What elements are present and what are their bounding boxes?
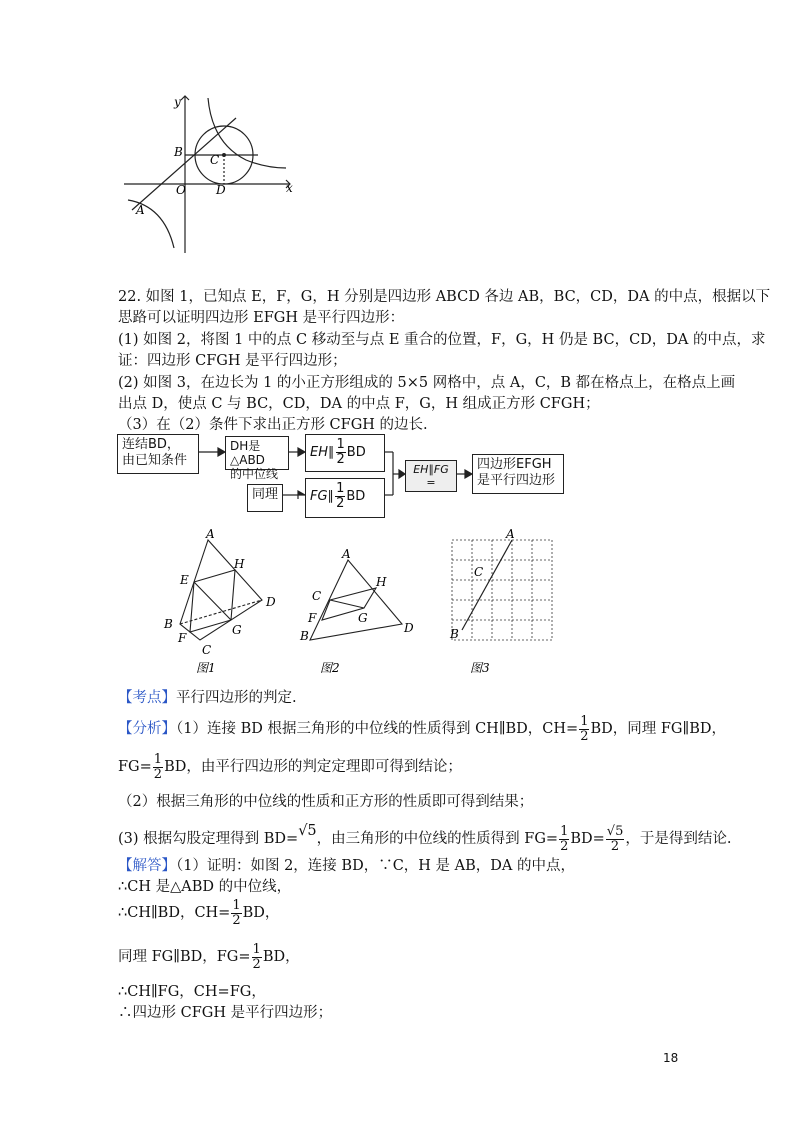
fenxi-tag: 【分析】 bbox=[118, 721, 176, 737]
fenxi-text-4d: ，于是得到结论. bbox=[625, 831, 732, 847]
fraction-denominator: 2 bbox=[336, 452, 345, 467]
fig1-e: E bbox=[180, 573, 189, 587]
fg-parallel-text: FG∥ bbox=[310, 489, 335, 504]
figures-panel bbox=[150, 528, 570, 678]
step-midline bbox=[225, 436, 289, 481]
fenxi-line-2 bbox=[118, 752, 462, 782]
fenxi-line-1 bbox=[118, 714, 726, 744]
point-d-label: D bbox=[216, 183, 226, 197]
fraction-denominator: 2 bbox=[252, 956, 261, 972]
figure-2 bbox=[310, 560, 402, 640]
step-connect-bd-line1: 连结BD， bbox=[122, 437, 180, 452]
proof-flowchart bbox=[115, 432, 575, 524]
eh-fg-line1: EH∥FG bbox=[413, 463, 449, 476]
fig3-a: A bbox=[506, 528, 515, 541]
jieda-text-4a: 同理 FG∥BD，FG= bbox=[118, 949, 251, 965]
fig2-a: A bbox=[342, 547, 351, 561]
half-fraction-fx2 bbox=[153, 753, 163, 782]
fig2-caption: 图2 bbox=[320, 661, 340, 675]
coordinate-graph bbox=[118, 88, 298, 258]
point-c-label: C bbox=[210, 153, 220, 167]
jieda-line-2: ∴CH 是△ABD 的中位线， bbox=[118, 879, 292, 895]
fig1-a: A bbox=[206, 528, 215, 541]
half-fraction-2 bbox=[335, 482, 345, 511]
fenxi-text-4b: ，由三角形的中位线的性质得到 FG= bbox=[316, 831, 559, 847]
fenxi-line-3: （2）根据三角形的中位线的性质和正方形的性质即可得到结果； bbox=[118, 794, 534, 810]
fig3-b: B bbox=[450, 627, 459, 641]
fenxi-text-4c: BD= bbox=[570, 831, 605, 847]
jieda-tag: 【解答】 bbox=[118, 858, 176, 874]
question-line-4: 证：四边形 CFGH 是平行四边形； bbox=[118, 353, 347, 369]
conclusion-line2: 是平行四边形 bbox=[477, 473, 556, 488]
step-midline-line2: 的中位线 bbox=[230, 467, 279, 481]
step-connect-bd bbox=[117, 434, 199, 474]
fraction-numerator: 1 bbox=[336, 437, 345, 452]
step-similarly bbox=[247, 484, 283, 512]
question-line-6: 出点 D，使点 C 与 BC，CD，DA 的中点 F，G，H 组成正方形 CFGH； bbox=[118, 396, 600, 412]
fenxi-line-4 bbox=[118, 815, 731, 855]
figure-1 bbox=[180, 540, 262, 640]
half-fraction-s3 bbox=[231, 899, 241, 928]
fraction-numerator: 1 bbox=[232, 897, 241, 913]
similarly-text: 同理 bbox=[252, 487, 279, 502]
jieda-line-5: ∴CH∥FG，CH=FG， bbox=[118, 984, 266, 1000]
fig1-b: B bbox=[164, 617, 173, 631]
fraction-denominator: 2 bbox=[610, 838, 620, 854]
fig1-g: G bbox=[232, 623, 242, 637]
half-fraction-fx1 bbox=[579, 715, 589, 744]
y-axis-label: y bbox=[174, 95, 181, 109]
fenxi-text-1b: BD，同理 FG∥BD， bbox=[590, 721, 726, 737]
conclusion-line1: 四边形EFGH bbox=[477, 457, 552, 472]
fig2-h: H bbox=[376, 575, 387, 589]
step-midline-line1: DH是△ABD bbox=[230, 439, 265, 467]
bd-text: BD bbox=[346, 489, 366, 504]
sqrt5-value: √5 bbox=[298, 823, 317, 839]
fraction-denominator: 2 bbox=[336, 496, 345, 511]
fig2-c: C bbox=[312, 589, 322, 603]
question-line-7: （3）在（2）条件下求出正方形 CFGH 的边长. bbox=[118, 417, 428, 433]
kaodian-line bbox=[118, 688, 297, 708]
jieda-line-6: ∴四边形 CFGH 是平行四边形； bbox=[118, 1005, 333, 1021]
kaodian-tag: 【考点】 bbox=[118, 690, 176, 706]
fig1-h: H bbox=[234, 557, 245, 571]
fraction-numerator: 1 bbox=[580, 713, 589, 729]
question-line-2: 思路可以证明四边形 EFGH 是平行四边形： bbox=[118, 310, 405, 326]
origin-label: O bbox=[176, 183, 186, 197]
fraction-denominator: 2 bbox=[580, 728, 589, 744]
fig2-b: B bbox=[300, 629, 309, 643]
fig3-caption: 图3 bbox=[470, 661, 490, 675]
sqrt5-over-2-fraction bbox=[606, 825, 625, 854]
fraction-denominator: 2 bbox=[560, 838, 569, 854]
fig1-caption: 图1 bbox=[196, 661, 216, 675]
point-b-label: B bbox=[174, 145, 183, 159]
fraction-denominator: 2 bbox=[232, 912, 241, 928]
step-eh-parallel bbox=[305, 434, 385, 472]
fraction-numerator: 1 bbox=[153, 751, 163, 767]
point-a-label: A bbox=[136, 203, 145, 217]
fenxi-text-4a: (3) 根据勾股定理得到 BD= bbox=[118, 831, 299, 847]
fig2-d: D bbox=[404, 621, 414, 635]
eh-fg-line2: = bbox=[426, 476, 436, 489]
fenxi-text-2b: BD，由平行四边形的判定定理即可得到结论； bbox=[164, 759, 462, 775]
question-line-5: (2) 如图 3，在边长为 1 的小正方形组成的 5×5 网格中，点 A，C，B 都在格点上，在格点上画 bbox=[118, 375, 736, 391]
page-number: 18 bbox=[663, 1051, 679, 1065]
jieda-line-4 bbox=[118, 942, 300, 972]
jieda-text-4b: BD， bbox=[262, 949, 300, 965]
jieda-text-3b: BD， bbox=[242, 905, 280, 921]
step-connect-bd-line2: 由已知条件 bbox=[122, 453, 188, 468]
half-fraction bbox=[336, 438, 346, 467]
fraction-numerator: 1 bbox=[252, 941, 261, 957]
fig1-f: F bbox=[178, 631, 187, 645]
fenxi-text-1a: （1）连接 BD 根据三角形的中位线的性质得到 CH∥BD，CH= bbox=[176, 721, 579, 737]
fenxi-text-2a: FG= bbox=[118, 759, 152, 775]
fig2-g: G bbox=[358, 611, 368, 625]
question-line-3: (1) 如图 2，将图 1 中的点 C 移动至与点 E 重合的位置，F，G，H 仍是 BC，CD，DA 的中点，求 bbox=[118, 332, 766, 348]
bd-text: BD bbox=[346, 445, 366, 460]
jieda-text-3a: ∴CH∥BD，CH= bbox=[118, 905, 231, 921]
fig1-c: C bbox=[202, 643, 212, 657]
fig1-d: D bbox=[266, 595, 276, 609]
jieda-line-1 bbox=[118, 856, 575, 876]
figure-3-grid bbox=[452, 540, 552, 640]
fig3-c: C bbox=[474, 565, 484, 579]
step-eh-fg bbox=[405, 460, 457, 492]
question-line-1: 22. 如图 1，已知点 E，F，G，H 分别是四边形 ABCD 各边 AB，BC，CD，DA 的中点，根据以下 bbox=[118, 289, 771, 305]
fraction-numerator: 1 bbox=[336, 481, 345, 496]
step-fg-parallel bbox=[305, 478, 385, 518]
step-conclusion bbox=[472, 454, 564, 494]
eh-parallel-text: EH∥ bbox=[310, 445, 335, 460]
fig2-f: F bbox=[308, 611, 317, 625]
half-fraction-s4 bbox=[252, 943, 262, 972]
fraction-numerator: √5 bbox=[606, 823, 624, 839]
fraction-numerator: 1 bbox=[560, 823, 569, 839]
fraction-denominator: 2 bbox=[153, 766, 163, 782]
jieda-text-1: （1）证明：如图 2，连接 BD，∵C，H 是 AB，DA 的中点， bbox=[176, 858, 575, 874]
jieda-line-3 bbox=[118, 898, 279, 928]
kaodian-text: 平行四边形的判定. bbox=[176, 690, 297, 706]
half-fraction-fx4 bbox=[559, 825, 569, 854]
x-axis-label: x bbox=[286, 181, 293, 195]
